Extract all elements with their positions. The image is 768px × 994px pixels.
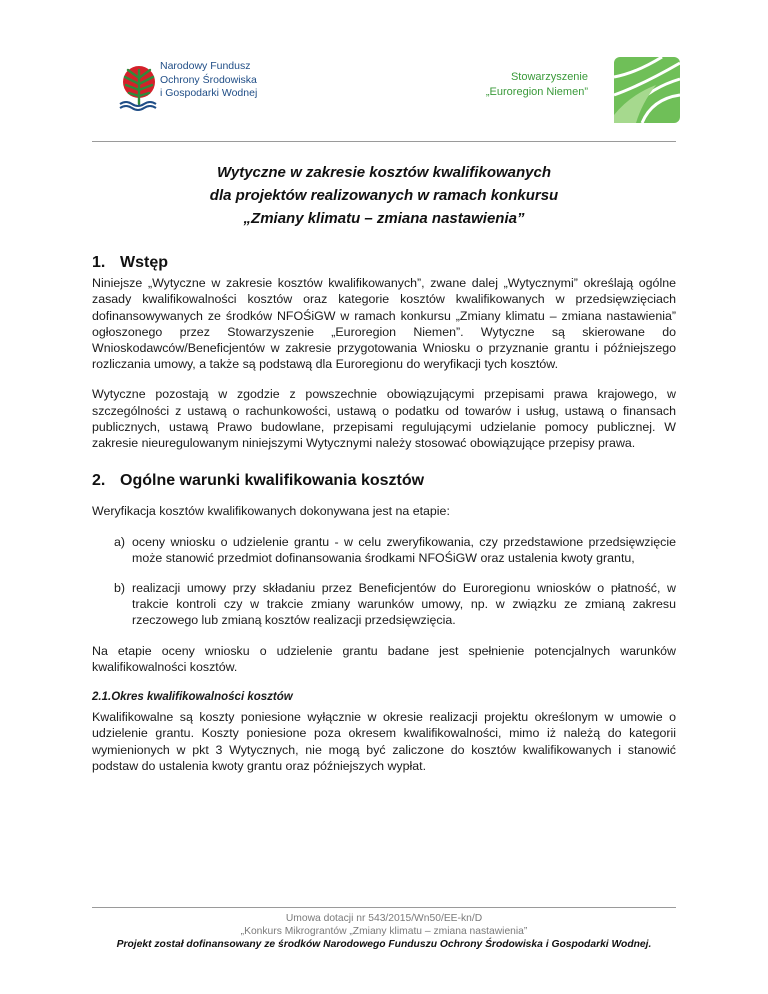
nfosigw-name-line: Narodowy Fundusz <box>160 60 251 72</box>
paragraph: Na etapie oceny wniosku o udzielenie grantu badane jest spełnienie potencjalnych warunków kwalifikowalności kosztów. <box>92 643 676 674</box>
list-item <box>114 534 676 566</box>
footer-funding-note: Projekt został dofinansowany ze środków Narodowego Funduszu Ochrony Środowiska i Gospodarki Wodnej. <box>116 939 652 950</box>
section-2-heading <box>92 473 676 489</box>
list-item-text: oceny wniosku o udzielenie grantu - w celu zweryfikowania, czy przedstawione przedsięwzięcie może stanowić przedmiot dofinansowania środkami NFOŚiGW oraz ustalenia kwoty grantu, <box>132 534 676 565</box>
title-line: Wytyczne w zakresie kosztów kwalifikowanych <box>216 164 551 181</box>
paragraph: Wytyczne pozostają w zgodzie z powszechnie obowiązującymi przepisami prawa krajowego, w szczególności z ustawą o rachunkowości, ustawą o podatku od towarów i usług, ustawą o finansach publicznych, ustawą Prawo budowlane, przepisami regulującymi udzielanie pomocy publicznej. W zakresie nieuregulowanym niniejszymi Wytycznymi należy stosować obowiązujące przepisy prawa. <box>92 387 676 451</box>
title-line: dla projektów realizowanych w ramach konkursu <box>209 187 559 204</box>
list-item-text: realizacji umowy przy składaniu przez Beneficjentów do Euroregionu wniosków o płatność, w trakcie kontroli czy w trakcie zmiany warunków umowy, np. w związku ze zmianą zakresu rzeczowego lub zmianą kosztów realizacji przedsięwzięcia. <box>132 581 676 628</box>
nfosigw-name-line: Ochrony Środowiska <box>160 73 257 86</box>
paragraph: Weryfikacja kosztów kwalifikowanych dokonywana jest na etapie: <box>92 504 450 519</box>
section-1-heading <box>92 255 676 271</box>
list-item <box>114 580 676 629</box>
section-number: 1. <box>92 254 106 271</box>
association-name-line: „Euroregion Niemen” <box>485 85 588 98</box>
subsection-title: Okres kwalifikowalności kosztów <box>111 691 293 704</box>
nfosigw-name <box>160 60 257 101</box>
euroregion-niemen-logo-icon <box>612 55 682 125</box>
paragraph: Niniejsze „Wytyczne w zakresie kosztów kwalifikowanych”, zwane dalej „Wytycznymi” określają ogólne zasady kwalifikowalności kosztów oraz kategorie kosztów kwalifikowanych w przedsięwzięciach dofinansowywanych ze środków NFOŚiGW w ramach konkursu „Zmiany klimatu – zmiana nastawienia” ogłoszonego przez Stowarzyszenie „Euroregion Niemen”. Wytyczne są skierowane do Wnioskodawców/Beneficjentów w zakresie przygotowania Wniosku o przyznanie grantu i późniejszego rozliczania umowy, a także są podstawą dla Euroregionu do weryfikacji tych kosztów. <box>92 276 676 372</box>
section-number: 2. <box>92 472 106 490</box>
title-line: „Zmiany klimatu – zmiana nastawienia” <box>243 210 525 227</box>
document-title <box>92 161 676 230</box>
footer-agreement: Umowa dotacji nr 543/2015/Wn50/EE-kn/D <box>285 913 483 924</box>
subsection-2-1-heading <box>92 689 676 705</box>
association-name <box>486 70 588 99</box>
header-divider <box>92 141 676 142</box>
footer-contest: „Konkurs Mikrograntów „Zmiany klimatu – zmiana nastawienia” <box>240 926 528 937</box>
section-title: Ogólne warunki kwalifikowania kosztów <box>120 472 425 490</box>
footer-divider <box>92 907 676 908</box>
document-body <box>92 255 676 774</box>
section-title: Wstęp <box>120 254 168 271</box>
association-name-line: Stowarzyszenie <box>510 71 588 83</box>
footer <box>40 912 728 951</box>
subsection-number: 2.1. <box>92 691 112 704</box>
nfosigw-name-line: i Gospodarki Wodnej <box>160 87 258 99</box>
list-marker: a) <box>114 534 126 549</box>
paragraph: Kwalifikowalne są koszty poniesione wyłącznie w okresie realizacji projektu określonym w umowie o udzielenie grantu. Koszty poniesione poza okresem kwalifikowalności, mimo iż należą do kategorii wymienionych w pkt 3 Wytycznych, nie mogą być zaliczone do kosztów kwalifikowanych i stanowić podstaw do ustalenia kwoty grantu oraz późniejszych wypłat. <box>92 710 676 773</box>
list-marker: b) <box>114 581 126 596</box>
